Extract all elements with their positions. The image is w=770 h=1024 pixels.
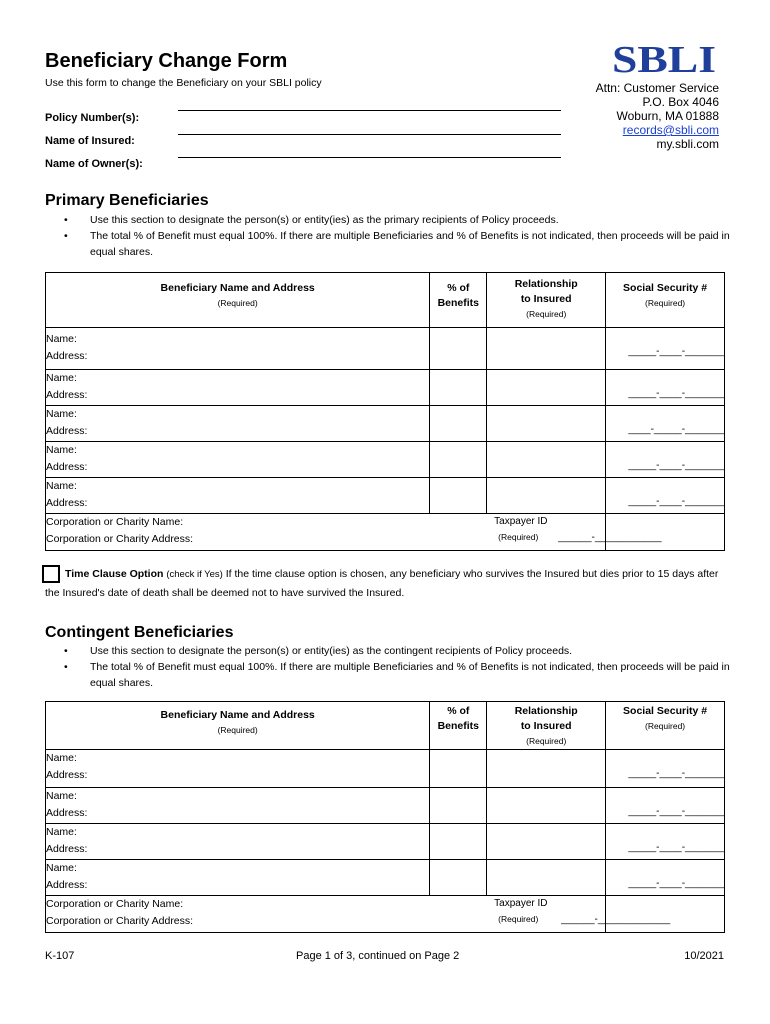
col-ssn-header: Social Security # (Required): [606, 273, 725, 328]
taxpayer-id-cell[interactable]: Taxpayer ID (Required) ______-_____________: [606, 896, 725, 933]
name-address-cell[interactable]: Name: Address:: [46, 788, 430, 824]
taxpayer-id-label: Taxpayer ID: [494, 898, 548, 909]
page-indicator: Page 1 of 3, continued on Page 2: [296, 950, 460, 962]
pct-cell[interactable]: [430, 478, 487, 514]
form-title: Beneficiary Change Form: [45, 50, 288, 72]
rel-cell[interactable]: [487, 750, 606, 788]
col-rel-header: Relationship to Insured (Required): [487, 273, 606, 328]
rel-cell[interactable]: [487, 370, 606, 406]
name-insured-field[interactable]: [178, 134, 561, 135]
city-line: Woburn, MA 01888: [616, 109, 719, 123]
col-pct-header: % of Benefits: [430, 702, 487, 750]
taxpayer-id-blank: ______-_____________: [561, 914, 671, 925]
primary-bullet-2: • The total % of Benefit must equal 100%. If there are multiple Beneficiaries and % of Benefits is not indicated, then proceeds will be paid in equal shares.: [64, 228, 744, 260]
name-address-cell[interactable]: Name: Address:: [46, 750, 430, 788]
table-row[interactable]: [46, 824, 725, 860]
name-insured-label: Name of Insured:: [45, 135, 135, 147]
ssn-cell[interactable]: ____-_____-_______: [606, 406, 725, 442]
col-rel-header: Relationship to Insured (Required): [487, 702, 606, 750]
form-date: 10/2021: [684, 950, 724, 962]
sbli-logo: [612, 40, 720, 78]
corporation-row[interactable]: [46, 896, 725, 933]
ssn-cell[interactable]: _____-____-_______: [606, 370, 725, 406]
table-row[interactable]: [46, 370, 725, 406]
table-row[interactable]: [46, 442, 725, 478]
table-header-row: [46, 273, 725, 328]
primary-beneficiary-table: [45, 272, 725, 551]
contingent-beneficiary-table: [45, 701, 725, 933]
rel-cell[interactable]: [487, 442, 606, 478]
mailing-address: [596, 81, 719, 151]
pct-cell[interactable]: [430, 860, 487, 896]
attn-line: Attn: Customer Service: [595, 81, 719, 95]
pct-cell[interactable]: [430, 370, 487, 406]
taxpayer-id-blank: ______-____________: [558, 532, 662, 543]
pct-cell[interactable]: [430, 442, 487, 478]
ssn-cell[interactable]: _____-____-_______: [606, 328, 725, 370]
ssn-cell[interactable]: _____-____-_______: [606, 750, 725, 788]
policy-number-label: Policy Number(s):: [45, 112, 140, 124]
col-ssn-header: Social Security # (Required): [606, 702, 725, 750]
rel-cell[interactable]: [487, 328, 606, 370]
pct-cell[interactable]: [430, 824, 487, 860]
contingent-bullet-1: • Use this section to designate the person(s) or entity(ies) as the contingent recipients of Policy proceeds.: [64, 643, 744, 659]
form-subtitle: Use this form to change the Beneficiary on your SBLI policy: [45, 77, 322, 89]
name-owner-field[interactable]: [178, 157, 561, 158]
ssn-cell[interactable]: _____-____-_______: [606, 824, 725, 860]
table-row[interactable]: [46, 788, 725, 824]
pct-cell[interactable]: [430, 750, 487, 788]
primary-instructions: [64, 212, 744, 260]
policy-number-field[interactable]: [178, 110, 561, 111]
table-row[interactable]: [46, 406, 725, 442]
logo-text: SBLI: [612, 40, 716, 78]
form-id: K-107: [45, 950, 75, 962]
primary-bullet-1: • Use this section to designate the person(s) or entity(ies) as the primary recipients of Policy proceeds.: [64, 212, 744, 228]
name-address-cell[interactable]: Name: Address:: [46, 406, 430, 442]
contingent-section-title: Contingent Beneficiaries: [45, 624, 234, 641]
taxpayer-id-label: Taxpayer ID: [494, 516, 548, 527]
primary-section-title: Primary Beneficiaries: [45, 192, 209, 209]
taxpayer-id-cell[interactable]: Taxpayer ID (Required) ______-____________: [606, 514, 725, 551]
ssn-cell[interactable]: _____-____-_______: [606, 442, 725, 478]
time-clause-text: Time Clause Option (check if Yes) If the time clause option is chosen, any beneficiary who survives the Insured but dies prior to 15 days after the Insured's date of death shall be deemed not to have survived the Insured.: [45, 568, 719, 599]
rel-cell[interactable]: [487, 406, 606, 442]
ssn-cell[interactable]: _____-____-_______: [606, 478, 725, 514]
name-address-cell[interactable]: Name: Address:: [46, 860, 430, 896]
po-box-line: P.O. Box 4046: [642, 95, 719, 109]
name-owner-label: Name of Owner(s):: [45, 158, 143, 170]
pct-cell[interactable]: [430, 328, 487, 370]
table-row[interactable]: [46, 478, 725, 514]
name-address-cell[interactable]: Name: Address:: [46, 824, 430, 860]
corp-cell[interactable]: Corporation or Charity Name: Corporation or Charity Address:: [46, 514, 606, 551]
name-address-cell[interactable]: Name: Address:: [46, 370, 430, 406]
name-address-cell[interactable]: Name: Address:: [46, 442, 430, 478]
col-name-header: Beneficiary Name and Address (Required): [46, 702, 430, 750]
table-row[interactable]: [46, 328, 725, 370]
name-address-cell[interactable]: Name: Address:: [46, 328, 430, 370]
corp-cell[interactable]: Corporation or Charity Name: Corporation or Charity Address:: [46, 896, 606, 933]
rel-cell[interactable]: [487, 478, 606, 514]
rel-cell[interactable]: [487, 788, 606, 824]
corporation-row[interactable]: [46, 514, 725, 551]
pct-cell[interactable]: [430, 406, 487, 442]
col-pct-header: % of Benefits: [430, 273, 487, 328]
table-row[interactable]: [46, 750, 725, 788]
ssn-cell[interactable]: _____-____-_______: [606, 788, 725, 824]
website-line: my.sbli.com: [656, 137, 719, 151]
name-address-cell[interactable]: Name: Address:: [46, 478, 430, 514]
email-link[interactable]: records@sbli.com: [622, 123, 719, 137]
col-name-header: Beneficiary Name and Address (Required): [46, 273, 430, 328]
table-header-row: [46, 702, 725, 750]
table-row[interactable]: [46, 860, 725, 896]
contingent-bullet-2: • The total % of Benefit must equal 100%. If there are multiple Beneficiaries and % of Benefits is not indicated, then proceeds will be paid in equal shares.: [64, 659, 744, 691]
rel-cell[interactable]: [487, 860, 606, 896]
rel-cell[interactable]: [487, 824, 606, 860]
contingent-instructions: [64, 643, 744, 691]
pct-cell[interactable]: [430, 788, 487, 824]
ssn-cell[interactable]: _____-____-_______: [606, 860, 725, 896]
